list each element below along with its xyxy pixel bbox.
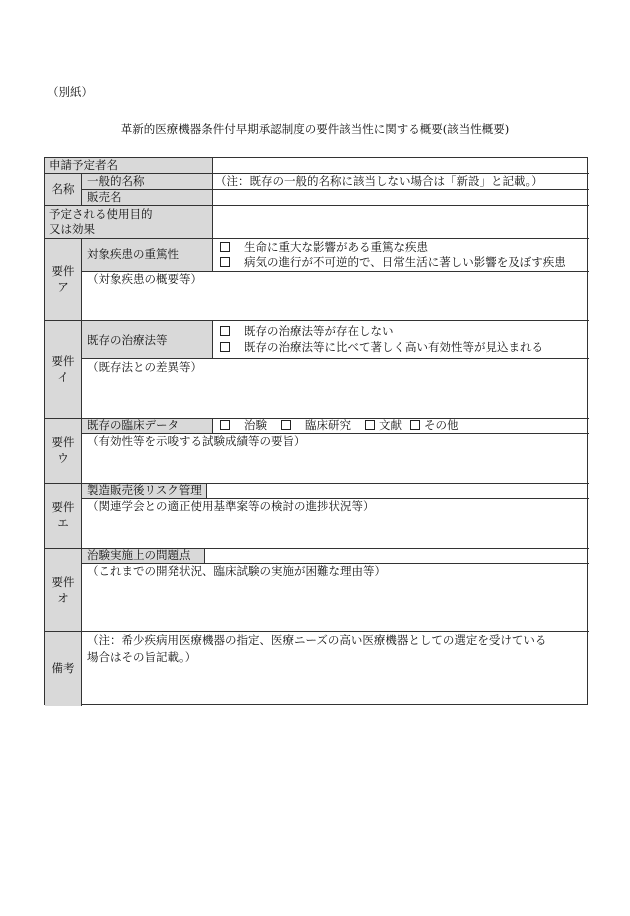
req-o-label-line2: オ <box>57 591 69 605</box>
document-title: 革新的医療機器条件付早期承認制度の要件該当性に関する概要(該当性概要) <box>120 122 510 136</box>
column-divider <box>212 320 213 358</box>
row-divider <box>45 631 589 632</box>
req-a-severity-label: 対象疾患の重篤性 <box>87 247 179 261</box>
req-o-label-line1: 要件 <box>51 575 75 589</box>
req-e-risk-label: 製造販売後リスク管理 <box>87 483 202 497</box>
req-u-label-line1: 要件 <box>51 435 75 449</box>
req-e-label-line1: 要件 <box>51 500 75 514</box>
checkbox-icon[interactable] <box>220 420 230 430</box>
row-divider <box>45 320 589 321</box>
column-divider <box>212 238 213 271</box>
req-u-clinical-label: 既存の臨床データ <box>87 418 179 432</box>
req-a-label-line2: ア <box>57 280 69 294</box>
option-clinical-research: 臨床研究 <box>305 418 351 432</box>
req-i-label-line2: イ <box>57 370 69 384</box>
checkbox-icon[interactable] <box>281 420 291 430</box>
req-e-progress: （関連学会との適正使用基準案等の検討の進捗状況等） <box>87 499 375 513</box>
req-a-label-line1: 要件 <box>51 264 75 278</box>
checkbox-icon[interactable] <box>220 342 230 352</box>
req-a-option-1[interactable]: 生命に重大な影響がある重篤な疾患 <box>220 240 428 255</box>
req-u-options <box>220 418 459 433</box>
req-i-option-1[interactable]: 既存の治療法等が存在しない <box>220 324 394 339</box>
req-u-label-line2: ウ <box>57 451 69 465</box>
req-e-label-line2: エ <box>57 516 69 530</box>
row-divider <box>45 238 589 239</box>
checkbox-icon[interactable] <box>410 420 420 430</box>
req-i-label-line1: 要件 <box>51 354 75 368</box>
req-o-reasons: （これまでの開発状況、臨床試験の実施が困難な理由等） <box>87 564 386 578</box>
row-divider <box>45 205 589 206</box>
req-i-existing-label: 既存の治療法等 <box>87 333 168 347</box>
remarks-note-line2: 場合はその旨記載。） <box>87 650 197 664</box>
req-o-issues-label: 治験実施上の問題点 <box>87 548 191 562</box>
column-divider <box>81 238 82 706</box>
option-literature: 文献 <box>379 418 402 432</box>
purpose-label-line2: 又は効果 <box>49 222 95 236</box>
appendix-label: （別紙） <box>47 85 93 99</box>
remarks-note-line1: （注：希少疾病用医療機器の指定、医療ニーズの高い医療機器としての選定を受けている <box>87 633 547 647</box>
column-divider <box>212 158 213 238</box>
req-a-overview: （対象疾患の概要等） <box>87 272 202 286</box>
sales-name-label: 販売名 <box>87 190 122 204</box>
column-divider <box>206 483 207 498</box>
row-divider <box>81 358 589 359</box>
checkbox-icon[interactable] <box>220 257 230 267</box>
column-divider <box>81 173 82 205</box>
general-name-note: （注：既存の一般的名称に該当しない場合は「新設」と記載。） <box>215 174 543 188</box>
remarks-label: 備考 <box>51 661 75 675</box>
column-divider <box>204 548 205 563</box>
application-form-table <box>44 157 588 705</box>
name-label: 名称 <box>51 182 75 196</box>
purpose-label-line1: 予定される使用目的 <box>49 207 153 221</box>
req-u-summary: （有効性等を示唆する試験成績等の要旨） <box>87 434 306 448</box>
checkbox-icon[interactable] <box>220 326 230 336</box>
checkbox-icon[interactable] <box>365 420 375 430</box>
req-i-difference: （既存法との差異等） <box>87 360 202 374</box>
column-divider <box>212 418 213 433</box>
row-divider <box>81 189 589 190</box>
option-chiken: 治験 <box>244 418 267 432</box>
req-i-option-2[interactable]: 既存の治療法等に比べて著しく高い有効性等が見込まれる <box>220 340 543 355</box>
general-name-label: 一般的名称 <box>87 174 145 188</box>
checkbox-icon[interactable] <box>220 242 230 252</box>
applicant-label: 申請予定者名 <box>49 158 118 172</box>
req-a-option-2[interactable]: 病気の進行が不可逆的で、日常生活に著しい影響を及ぼす疾患 <box>220 255 566 270</box>
option-other: その他 <box>424 418 459 432</box>
